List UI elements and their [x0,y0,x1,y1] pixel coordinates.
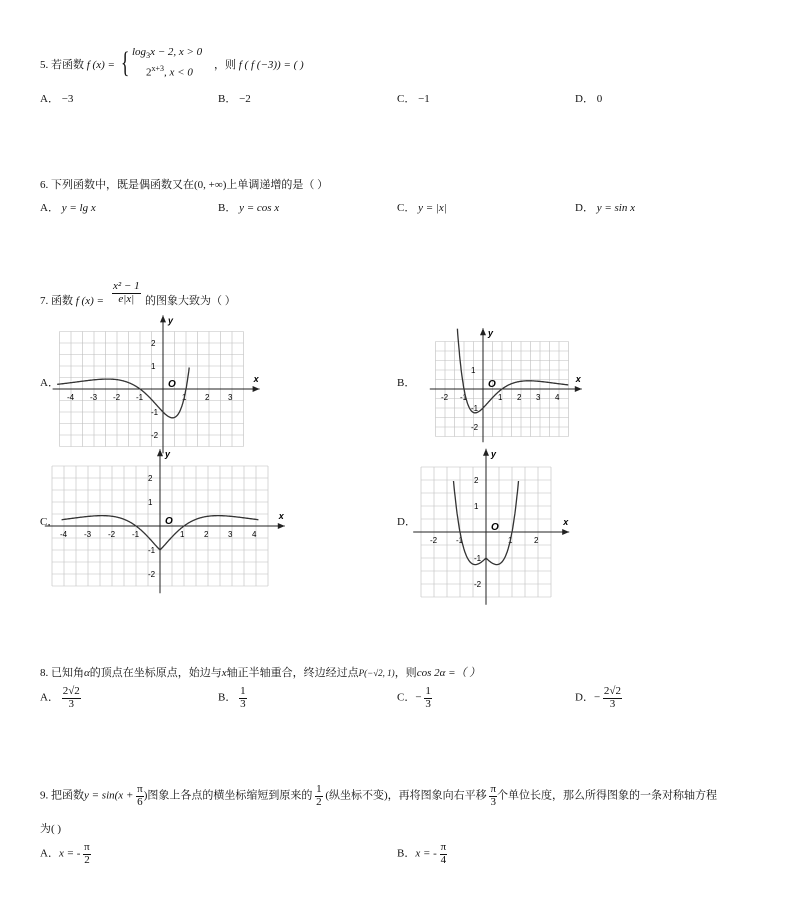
graph_c-y-tick: 2 [148,474,153,483]
graph_c-x-tick: -3 [84,530,92,539]
q9-pi-six: $\frac{\pi}{6}$ [137,783,143,808]
graph_a-curve [57,368,189,418]
q5-number: 5. [40,59,49,71]
graph_c-y-label: y [165,449,171,460]
graph_d-y-label: y [491,448,497,459]
q7-stem-end: 的图象大致为（ ） [145,295,236,307]
q8-option-d[interactable]: D．− $\frac{2√2}{3}$ [575,685,621,710]
graph_c-y-tick: 1 [148,498,153,507]
q5-ask: f ( f (−3)) = ( ) [238,59,304,71]
graph_b-y-tick: -1 [471,404,479,413]
piecewise-brace: { [120,46,130,79]
graph_c-x-tick: 1 [180,530,185,539]
q6-stem-end: 上单调递增的是（ ） [226,179,329,191]
q8-number: 8. [40,667,49,679]
graph_a-x-tick: -2 [113,393,121,402]
q5-option-c[interactable]: C． −1 [397,93,430,105]
q5-func-label: f (x) = [86,59,115,71]
graph_a-x-arrow [253,386,260,392]
graph_a-x-tick: 3 [228,393,233,402]
q8-option-b[interactable]: B． $\frac{1}{3}$ [218,685,246,710]
graph_a-x-tick: -1 [136,393,144,402]
graph_d-y-tick: 1 [474,502,479,511]
q6-stem: 下列函数中，既是偶函数又在 [51,179,194,191]
q5-option-a[interactable]: A． −3 [40,93,74,105]
graph_c-x-tick: -1 [132,530,140,539]
q8-point: P(−√2, 1) [358,668,395,678]
q6-option-a[interactable]: A． y = lg x [40,202,96,214]
q6-option-b[interactable]: B． y = cos x [218,202,280,214]
q9-stem1: 把函数 [51,789,84,802]
q8-stem2: 的顶点在坐标原点，始边与 [89,667,222,679]
q9-half: $\frac{1}{2}$ [316,783,322,808]
graph_b-origin-label: O [488,379,496,390]
graph_c-origin-label: O [165,516,173,527]
graph_c-x-arrow [278,523,285,529]
graph_b-x-tick: 2 [517,393,522,402]
q5-option-d[interactable]: D． 0 [575,93,603,105]
q7-stem-prefix: 函数 [51,295,73,307]
q8-xvar: x [221,667,227,679]
graph_d-y-tick: -2 [474,580,482,589]
q9-option-a[interactable]: A．x = - $\frac{\pi}{2}$ [40,841,90,866]
graph_c-x-label: x [278,511,284,521]
q5-stem-mid: ，则 [214,59,236,71]
graph_c-x-tick: 2 [204,530,209,539]
graph_b-y-tick: 1 [471,366,476,375]
graph_a-y-tick: -2 [151,431,159,440]
graph_d-x-tick: -2 [430,536,438,545]
graph_a-x-tick: -3 [90,393,98,402]
q8-stem: 已知角 [51,667,84,679]
graph_d-origin-label: O [491,522,499,533]
graph_d-y-tick: 2 [474,476,479,485]
graph_a-y-tick: 1 [151,362,156,371]
graph_b-y-label: y [488,328,494,339]
q9-stem2: )图象上各点的横坐标缩短到原来的 [143,789,313,802]
q7-option-c[interactable]: C． [40,516,59,528]
q9-stem3: (纵坐标不变)，再将图象向右平移 [325,789,487,802]
q8-stem4: ，则 [394,667,417,679]
q7-fraction: $\frac{\text{x² − 1}}{e|x|}$ [113,280,140,305]
graph_c-y-arrow [157,449,163,456]
q6-option-c[interactable]: C． y = |x| [397,202,447,214]
q8-stem3: 轴正半轴重合，终边经过点 [226,667,359,679]
graph_c-y-tick: -1 [148,546,156,555]
q9-func: y = sin(x + [84,789,134,802]
graph_c-x-tick: 4 [252,530,257,539]
graph_a-x-tick: 2 [205,393,210,402]
graph_b-x-tick: 3 [536,393,541,402]
graph_a-origin-label: O [168,379,176,390]
q5-stem-prefix: 若函数 [51,59,84,71]
q6-number: 6. [40,179,49,191]
graph_d-x-arrow [562,529,569,535]
graph_a-x-tick: 1 [182,393,187,402]
graph_d-y-arrow [483,449,489,456]
graph_b-x-tick: 1 [498,393,503,402]
graph_b-x-tick: -1 [460,393,468,402]
q7-option-d[interactable]: D． [397,516,416,528]
graph_c-x-tick: 3 [228,530,233,539]
graph_b-x-tick: 4 [555,393,560,402]
q6-interval: (0, +∞) [194,179,227,191]
q9-stem4: 个单位长度，那么所得图象的一条对称轴方程 [497,789,717,802]
graph_c-y-tick: -2 [148,570,156,579]
graph_d-x-tick: -1 [456,536,464,545]
graph_b-x-arrow [575,386,582,392]
q7-option-b[interactable]: B． [397,377,416,389]
graph_b-y-tick: -2 [471,423,479,432]
graph_c-x-tick: -4 [60,530,68,539]
q7-option-a[interactable]: A． [40,377,59,389]
q5-case2: $2^{x+3}$, x < 0 [146,64,193,79]
graph_b-y-arrow [480,328,486,335]
q9-number: 9. [40,789,49,802]
graph_a-y-tick: -1 [151,408,159,417]
q5-option-b[interactable]: B． −2 [218,93,251,105]
q9-stem5: 为( ) [40,823,62,835]
graph_d-x-label: x [563,517,569,527]
graph_b-x-label: x [575,374,581,384]
graph_a-y-tick: 2 [151,339,156,348]
q6-option-d[interactable]: D． y = sin x [575,202,635,214]
q8-option-c[interactable]: C．− $\frac{1}{3}$ [397,685,431,710]
graph_a-x-tick: -4 [67,393,75,402]
graph_a-y-arrow [160,315,166,322]
q9-shift: $\frac{\pi}{3}$ [490,783,496,808]
graph_d-y-tick: -1 [474,554,482,563]
graph_b-x-tick: -2 [441,393,449,402]
q7-number: 7. [40,295,49,307]
q8-option-a[interactable]: A． $\frac{2√2}{3}$ [40,685,80,710]
graph_a-x-label: x [253,374,259,384]
q8-alpha: α [84,667,90,679]
q7-func-label: f (x) = [75,295,104,307]
graph_c-x-tick: -2 [108,530,116,539]
q8-ask: cos 2α =（ ） [416,667,481,679]
graph_d-x-tick: 2 [534,536,539,545]
q5-case1: $\log_3x - 2$, x > 0 [132,46,203,61]
q9-option-b[interactable]: B．x = - $\frac{\pi}{4}$ [397,841,447,866]
graph_a-y-label: y [168,315,174,326]
graph_d-x-tick: 1 [508,536,513,545]
